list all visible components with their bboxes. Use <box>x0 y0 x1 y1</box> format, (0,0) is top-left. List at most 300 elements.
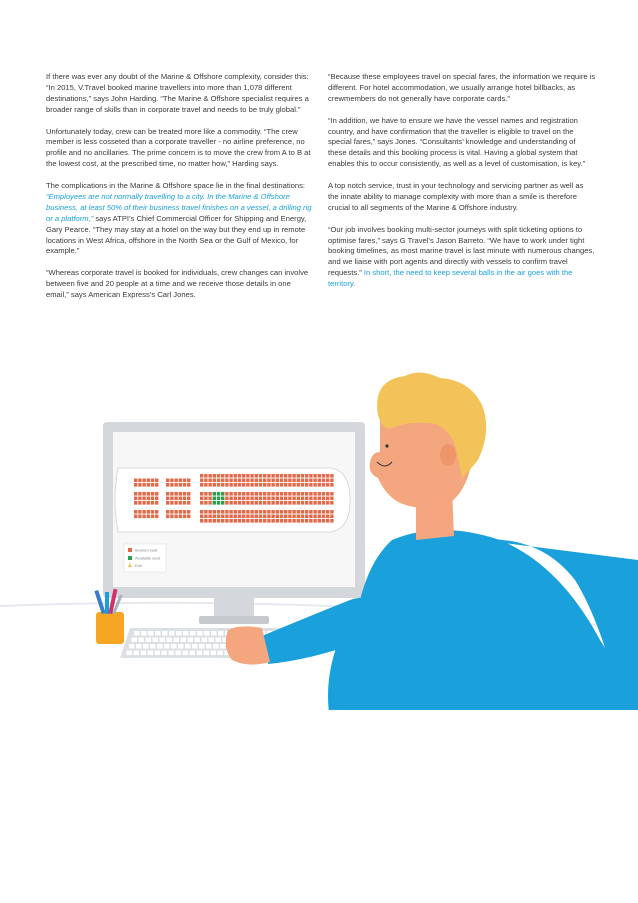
booked-seat <box>313 483 316 487</box>
booked-seat <box>238 492 241 496</box>
booked-seat <box>200 510 203 514</box>
booked-seat <box>187 515 190 519</box>
booked-seat <box>297 492 300 496</box>
booked-seat <box>288 483 291 487</box>
booked-seat <box>170 483 173 487</box>
booked-seat <box>147 497 150 501</box>
article-right-column <box>328 72 596 301</box>
booked-seat <box>330 519 333 523</box>
booked-seat <box>229 519 232 523</box>
booked-seat <box>255 501 258 505</box>
booked-seat <box>155 501 158 505</box>
booked-seat <box>263 497 266 501</box>
keyboard-key <box>183 631 189 636</box>
booked-seat <box>183 497 186 501</box>
booked-seat <box>297 483 300 487</box>
booked-seat <box>284 501 287 505</box>
booked-seat <box>301 501 304 505</box>
booked-seat <box>183 479 186 483</box>
paragraph: “In addition, we have to ensure we have the vessel names and registration country, and have confirmation that the traveller is eligible to travel on the special fares,” says Jones. “Consultants’ knowledge and understanding of these details and this booking process is vital. Having a global system that enables this to occur consistently, as well as a level of customisation, is key.” <box>328 115 586 169</box>
booked-seat <box>204 479 207 483</box>
booked-seat <box>166 510 169 514</box>
booked-seat <box>276 515 279 519</box>
booked-seat <box>301 497 304 501</box>
legend-label: Booked seat <box>135 547 158 553</box>
booked-seat <box>208 519 211 523</box>
booked-seat <box>288 519 291 523</box>
keyboard-key <box>160 638 166 643</box>
booked-seat <box>255 497 258 501</box>
booked-seat <box>305 479 308 483</box>
booked-seat <box>138 483 141 487</box>
booked-seat <box>284 497 287 501</box>
booked-seat <box>204 501 207 505</box>
booked-seat <box>284 492 287 496</box>
booked-seat <box>234 515 237 519</box>
booked-seat <box>213 519 216 523</box>
booked-seat <box>221 515 224 519</box>
booked-seat <box>238 501 241 505</box>
booked-seat <box>309 501 312 505</box>
keyboard-key <box>134 631 140 636</box>
booked-seat <box>280 479 283 483</box>
booked-seat <box>318 515 321 519</box>
booked-seat <box>134 479 137 483</box>
booked-seat <box>204 497 207 501</box>
seat-legend <box>124 544 166 572</box>
booked-seat <box>322 479 325 483</box>
booked-seat <box>138 501 141 505</box>
booked-seat <box>138 515 141 519</box>
booked-seat <box>292 501 295 505</box>
booked-seat <box>255 479 258 483</box>
paragraph <box>328 225 596 290</box>
booked-seat <box>322 492 325 496</box>
keyboard-key <box>141 651 147 656</box>
keyboard-key <box>129 644 135 649</box>
booked-seat <box>238 474 241 478</box>
booked-seat <box>242 515 245 519</box>
booked-seat <box>242 501 245 505</box>
booked-seat <box>313 519 316 523</box>
booked-seat <box>170 501 173 505</box>
booked-seat <box>134 483 137 487</box>
booked-seat <box>305 497 308 501</box>
booked-seat <box>284 519 287 523</box>
booked-seat <box>284 483 287 487</box>
booked-seat <box>280 510 283 514</box>
keyboard-key <box>174 638 180 643</box>
booked-seat <box>183 492 186 496</box>
paragraph: A top notch service, trust in your technology and servicing partner as well as the innate ability to manage complexity with more than a smile is therefore crucial to all segments of the Marine & Offshore industry. <box>328 181 584 212</box>
booked-seat <box>147 492 150 496</box>
keyboard-key <box>188 638 194 643</box>
booked-seat <box>276 479 279 483</box>
booked-seat <box>255 519 258 523</box>
booked-seat <box>142 501 145 505</box>
booked-seat <box>255 483 258 487</box>
booked-seat <box>305 483 308 487</box>
available-seat <box>221 501 224 505</box>
booked-seat <box>242 492 245 496</box>
booked-seat <box>301 519 304 523</box>
paragraph <box>46 181 312 257</box>
booked-seat <box>200 474 203 478</box>
booked-seat <box>174 479 177 483</box>
booked-seat <box>166 479 169 483</box>
booked-seat <box>309 510 312 514</box>
booked-seat <box>280 492 283 496</box>
booked-seat <box>322 501 325 505</box>
booked-seat <box>305 474 308 478</box>
booked-seat <box>217 519 220 523</box>
booked-seat <box>271 515 274 519</box>
booked-seat <box>179 501 182 505</box>
booked-seat <box>138 492 141 496</box>
booked-seat <box>200 483 203 487</box>
booked-seat <box>259 483 262 487</box>
booked-seat <box>170 510 173 514</box>
booked-seat <box>255 510 258 514</box>
booked-seat <box>229 510 232 514</box>
booked-seat <box>313 474 316 478</box>
booked-seat <box>246 483 249 487</box>
available-seat <box>221 492 224 496</box>
keyboard-key <box>204 631 210 636</box>
booked-seat <box>326 479 329 483</box>
booked-seat <box>305 515 308 519</box>
keyboard-key <box>148 651 154 656</box>
keyboard-key <box>197 631 203 636</box>
booked-seat <box>208 497 211 501</box>
booked-seat <box>267 483 270 487</box>
booked-seat <box>318 474 321 478</box>
keyboard-key <box>146 638 152 643</box>
booked-seat <box>292 479 295 483</box>
booked-seat <box>276 492 279 496</box>
booked-seat <box>238 497 241 501</box>
booked-seat <box>292 497 295 501</box>
booked-seat <box>263 519 266 523</box>
booked-seat <box>229 474 232 478</box>
available-seat <box>213 501 216 505</box>
booked-seat <box>246 515 249 519</box>
booked-seat <box>155 492 158 496</box>
highlight-text: In short, the need to keep several balls in the air goes with the territory. <box>328 268 573 289</box>
keyboard-key <box>206 644 212 649</box>
booked-seat <box>234 483 237 487</box>
booked-seat <box>225 483 228 487</box>
booked-seat <box>166 497 169 501</box>
booked-seat <box>259 501 262 505</box>
booked-seat <box>250 492 253 496</box>
keyboard-key <box>190 631 196 636</box>
booked-seat <box>326 483 329 487</box>
keyboard-key <box>169 631 175 636</box>
booked-seat <box>179 515 182 519</box>
booked-seat <box>309 515 312 519</box>
booked-seat <box>217 515 220 519</box>
booked-seat <box>318 510 321 514</box>
booked-seat <box>221 474 224 478</box>
booked-seat <box>271 519 274 523</box>
booked-seat <box>267 479 270 483</box>
booked-seat <box>229 492 232 496</box>
booked-seat <box>151 501 154 505</box>
booked-seat <box>142 515 145 519</box>
booked-seat <box>309 497 312 501</box>
booked-seat <box>301 510 304 514</box>
booked-seat <box>280 515 283 519</box>
booked-seat <box>288 510 291 514</box>
keyboard-key <box>162 651 168 656</box>
booked-seat <box>297 497 300 501</box>
booked-seat <box>259 474 262 478</box>
booked-seat <box>330 515 333 519</box>
booked-seat <box>208 479 211 483</box>
booked-seat <box>297 479 300 483</box>
booked-seat <box>151 479 154 483</box>
keyboard-key <box>204 651 210 656</box>
booked-seat <box>155 510 158 514</box>
booked-seat <box>280 474 283 478</box>
booked-seat <box>217 479 220 483</box>
booked-seat <box>229 483 232 487</box>
booked-seat <box>292 510 295 514</box>
keyboard-key <box>218 631 224 636</box>
booked-seat <box>229 497 232 501</box>
booked-seat <box>288 479 291 483</box>
booked-seat <box>242 510 245 514</box>
booked-seat <box>259 515 262 519</box>
booked-seat <box>263 483 266 487</box>
available-seat-swatch <box>128 556 132 560</box>
booked-seat <box>271 501 274 505</box>
booked-seat <box>174 497 177 501</box>
booked-seat <box>297 510 300 514</box>
booked-seat <box>187 483 190 487</box>
booked-seat <box>322 483 325 487</box>
booked-seat <box>166 515 169 519</box>
booked-seat <box>229 479 232 483</box>
booked-seat <box>313 510 316 514</box>
booked-seat <box>250 510 253 514</box>
booked-seat <box>234 501 237 505</box>
keyboard-key <box>132 638 138 643</box>
available-seat <box>213 497 216 501</box>
keyboard-key <box>139 638 145 643</box>
booked-seat <box>221 479 224 483</box>
booked-seat <box>292 515 295 519</box>
booked-seat <box>134 515 137 519</box>
keyboard-key <box>169 651 175 656</box>
booked-seat <box>155 497 158 501</box>
available-seat <box>217 501 220 505</box>
booked-seat <box>313 479 316 483</box>
keyboard-key <box>176 631 182 636</box>
booked-seat <box>134 510 137 514</box>
booked-seat <box>271 497 274 501</box>
booked-seat <box>259 510 262 514</box>
booked-seat <box>155 479 158 483</box>
keyboard-key <box>127 651 133 656</box>
booked-seat <box>330 474 333 478</box>
booked-seat <box>267 515 270 519</box>
keyboard-key <box>213 644 219 649</box>
booked-seat <box>267 501 270 505</box>
booked-seat <box>242 497 245 501</box>
paragraph-text: The complications in the Marine & Offshore space lie in the final destinations: <box>46 181 306 191</box>
booked-seat <box>174 510 177 514</box>
keyboard-key <box>155 631 161 636</box>
booked-seat <box>326 492 329 496</box>
booked-seat <box>318 519 321 523</box>
booked-seat <box>138 497 141 501</box>
booked-seat <box>142 492 145 496</box>
booked-seat <box>155 515 158 519</box>
booked-seat <box>246 492 249 496</box>
booked-seat <box>271 483 274 487</box>
keyboard-key <box>211 631 217 636</box>
booked-seat <box>292 483 295 487</box>
booked-seat <box>292 474 295 478</box>
booked-seat <box>147 483 150 487</box>
booked-seat <box>309 519 312 523</box>
keyboard-key <box>190 651 196 656</box>
booked-seat <box>326 515 329 519</box>
booked-seat <box>200 479 203 483</box>
booked-seat <box>208 501 211 505</box>
booked-seat <box>187 492 190 496</box>
highlight-quote: “Employees are not normally travelling to a city. In the Marine & Offshore business, at least 50% of their business travel finishes on a vessel, a drilling rig or a platform,” <box>46 191 312 223</box>
booked-seat <box>297 519 300 523</box>
booked-seat <box>246 497 249 501</box>
booked-seat <box>301 474 304 478</box>
booked-seat <box>174 515 177 519</box>
booked-seat <box>288 515 291 519</box>
booked-seat <box>187 479 190 483</box>
keyboard-key <box>209 638 215 643</box>
booked-seat <box>208 515 211 519</box>
booked-seat <box>170 497 173 501</box>
booked-seat <box>204 519 207 523</box>
booked-seat <box>280 483 283 487</box>
booked-seat <box>204 483 207 487</box>
booked-seat <box>174 483 177 487</box>
booked-seat <box>183 510 186 514</box>
keyboard-key <box>171 644 177 649</box>
paragraph-text: says ATPI’s Chief Commercial Officer for Shipping and Energy, Gary Pearce. “They may stay at a hotel on the way but they end up in remote locations in West Africa, offshore in the North Sea or the Gulf of Mexico, for example.” <box>46 213 307 256</box>
booked-seat <box>225 515 228 519</box>
booked-seat <box>330 483 333 487</box>
booked-seat <box>280 501 283 505</box>
booked-seat <box>225 519 228 523</box>
booked-seat <box>267 510 270 514</box>
booked-seat <box>259 492 262 496</box>
booked-seat <box>250 501 253 505</box>
booked-seat <box>250 474 253 478</box>
booked-seat <box>250 519 253 523</box>
booked-seat <box>151 510 154 514</box>
booked-seat <box>225 497 228 501</box>
booked-seat <box>142 497 145 501</box>
booked-seat <box>221 483 224 487</box>
booked-seat <box>318 497 321 501</box>
keyboard-key <box>176 651 182 656</box>
booked-seat <box>330 497 333 501</box>
keyboard-key <box>185 644 191 649</box>
booked-seat <box>179 492 182 496</box>
booked-seat <box>267 474 270 478</box>
booked-seat <box>246 510 249 514</box>
legend-label: Exit <box>135 563 142 568</box>
booked-seat <box>200 501 203 505</box>
booked-seat <box>322 515 325 519</box>
keyboard-key <box>181 638 187 643</box>
keyboard-key <box>192 644 198 649</box>
booked-seat <box>322 497 325 501</box>
booked-seat <box>147 510 150 514</box>
booked-seat <box>322 519 325 523</box>
booked-seat <box>313 497 316 501</box>
booked-seat <box>200 519 203 523</box>
booked-seat <box>179 510 182 514</box>
booked-seat <box>309 483 312 487</box>
booked-seat <box>263 474 266 478</box>
booked-seat <box>276 501 279 505</box>
booked-seat <box>271 510 274 514</box>
booked-seat <box>234 492 237 496</box>
keyboard-key <box>199 644 205 649</box>
booked-seat <box>330 501 333 505</box>
booked-seat <box>318 492 321 496</box>
booked-seat <box>151 483 154 487</box>
booked-seat <box>208 510 211 514</box>
booked-seat <box>134 497 137 501</box>
booked-seat <box>246 474 249 478</box>
booked-seat <box>305 492 308 496</box>
booked-seat <box>309 474 312 478</box>
booked-seat <box>200 515 203 519</box>
paragraph: “Because these employees travel on special fares, the information we require is different. For hotel accommodation, we usually arrange hotel billbacks, as crewmembers do not generally have corporate cards.” <box>328 72 596 103</box>
booked-seat <box>138 479 141 483</box>
booked-seat <box>297 474 300 478</box>
booked-seat <box>267 492 270 496</box>
booked-seat <box>147 501 150 505</box>
booked-seat <box>276 519 279 523</box>
booked-seat <box>313 501 316 505</box>
booked-seat <box>276 474 279 478</box>
booked-seat <box>234 510 237 514</box>
booked-seat <box>305 510 308 514</box>
booked-seat <box>288 501 291 505</box>
booked-seat <box>301 515 304 519</box>
booked-seat <box>187 501 190 505</box>
booked-seat <box>326 510 329 514</box>
booked-seat <box>288 497 291 501</box>
keyboard-key <box>164 644 170 649</box>
booked-seat <box>305 519 308 523</box>
booked-seat <box>234 479 237 483</box>
booked-seat <box>313 492 316 496</box>
booked-seat <box>234 474 237 478</box>
booked-seat <box>318 479 321 483</box>
booked-seat <box>263 492 266 496</box>
booked-seat <box>221 510 224 514</box>
booked-seat <box>238 479 241 483</box>
booked-seat <box>174 501 177 505</box>
paragraph: “Whereas corporate travel is booked for individuals, crew changes can involve between five and 20 people at a time and we receive those details in one email,” says American Express’s Carl Jones. <box>46 268 309 300</box>
